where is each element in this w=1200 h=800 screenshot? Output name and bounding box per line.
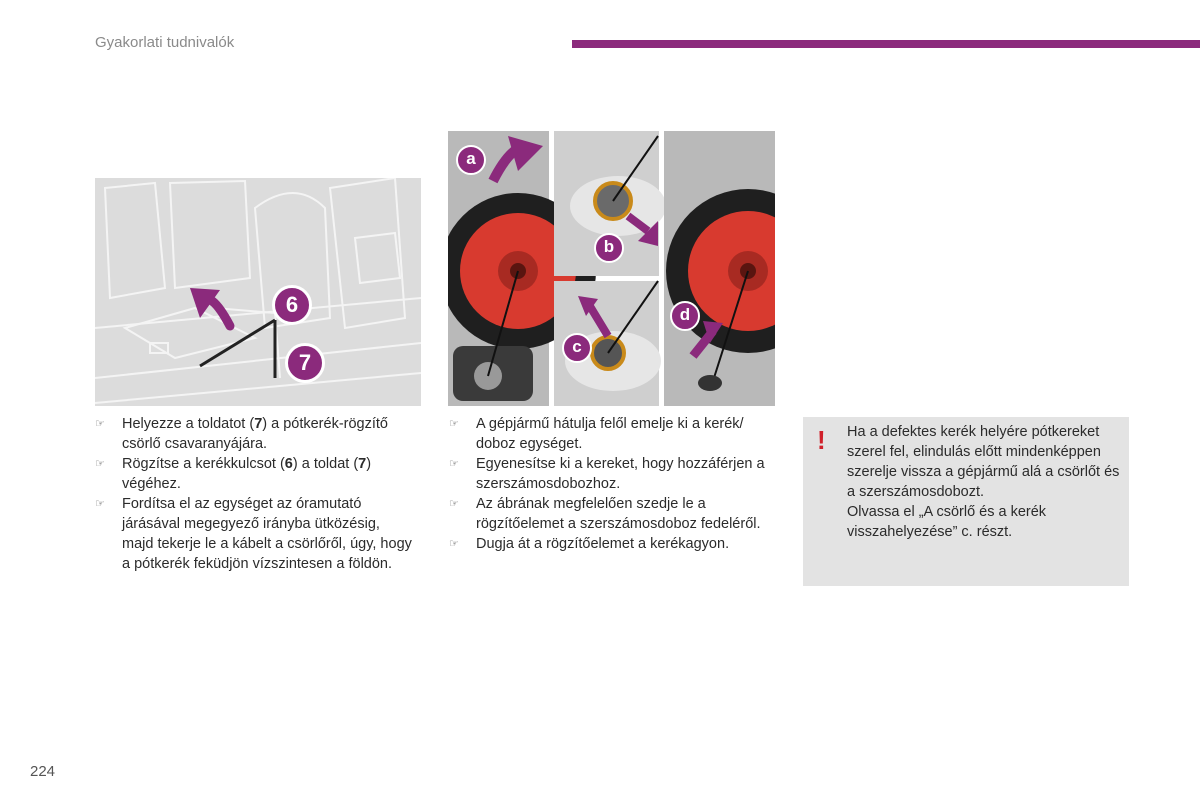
warning-text: Ha a defektes kerék helyére pótkereket szerel fel, elindulás előtt mindenképpen szerelje vissza a gépjármű alá a csörlőt és a szerszámosdobozt. Olvassa el „A csörlő és a kerék visszahelyezése” c. részt. bbox=[847, 424, 1120, 540]
wheel-steps-illustration bbox=[448, 131, 775, 406]
pointer-bullet-icon: ☞ bbox=[95, 418, 105, 430]
list-item: ☞ A gépjármű hátulja felől emelje ki a kerék/ doboz egységet. bbox=[449, 416, 744, 452]
middle-instructions bbox=[449, 414, 779, 554]
list-item: ☞ Dugja át a rögzítőelemet a kerékagyon. bbox=[449, 536, 730, 552]
page-number: 224 bbox=[30, 763, 56, 780]
label-c: c bbox=[562, 333, 592, 363]
label-d: d bbox=[670, 301, 700, 331]
list-item: ☞ Fordítsa el az egységet az óramutató járásával megegyező irányba ütközésig, majd tekerje le a kábelt a csörlőről, úgy, hogy a pótkerék feküdjön vízszintesen a földön. bbox=[95, 496, 412, 572]
left-instructions bbox=[95, 414, 415, 574]
pointer-bullet-icon: ☞ bbox=[449, 498, 459, 510]
list-item: ☞ Egyenesítse ki a kereket, hogy hozzáférjen a szerszámosdobozhoz. bbox=[449, 456, 765, 492]
section-accent-bar bbox=[572, 40, 1200, 48]
pointer-bullet-icon: ☞ bbox=[449, 418, 459, 430]
list-item: ☞ Helyezze a toldatot (7) a pótkerék-rögzítő csörlő csavaranyájára. bbox=[95, 416, 388, 452]
warning-icon: ! bbox=[817, 425, 826, 455]
pointer-bullet-icon: ☞ bbox=[95, 498, 105, 510]
winch-illustration bbox=[95, 178, 421, 406]
list-item: ☞ Rögzítse a kerékkulcsot (6) a toldat (7) végéhez. bbox=[95, 456, 372, 492]
pointer-bullet-icon: ☞ bbox=[449, 458, 459, 470]
section-title: Gyakorlati tudnivalók bbox=[95, 34, 235, 51]
pointer-bullet-icon: ☞ bbox=[449, 538, 459, 550]
label-7: 7 bbox=[285, 343, 325, 383]
pointer-bullet-icon: ☞ bbox=[95, 458, 105, 470]
label-6: 6 bbox=[272, 285, 312, 325]
list-item: ☞ Az ábrának megfelelően szedje le a rögzítőelemet a szerszámosdoboz fedeléről. bbox=[449, 496, 761, 532]
warning-note bbox=[803, 417, 1129, 586]
label-a: a bbox=[456, 145, 486, 175]
label-b: b bbox=[594, 233, 624, 263]
